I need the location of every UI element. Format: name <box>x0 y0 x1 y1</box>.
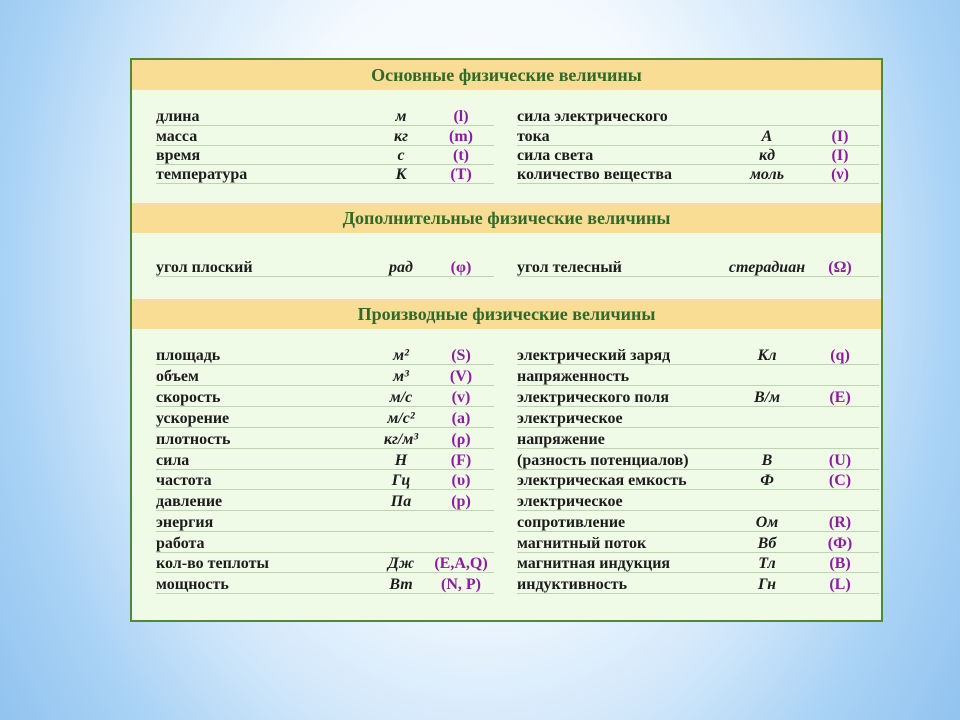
quantity-unit: кг <box>393 128 408 145</box>
table-row <box>156 471 494 491</box>
quantity-unit: К <box>395 166 407 183</box>
table-row <box>156 107 494 127</box>
table-row <box>517 534 879 554</box>
quantity-symbol: (a) <box>451 410 471 427</box>
quantity-symbol: (φ) <box>450 259 472 276</box>
quantity-name: напряженность <box>517 368 630 385</box>
table-row <box>517 430 879 450</box>
quantity-symbol: (R) <box>828 514 852 531</box>
quantity-unit: Дж <box>387 555 415 572</box>
quantity-name: тока <box>517 128 550 145</box>
table-row <box>517 146 879 166</box>
quantity-symbol: (V) <box>449 368 473 385</box>
table-row <box>156 451 494 471</box>
quantity-name: сопротивление <box>517 514 626 531</box>
quantity-name: электрическое <box>517 410 623 427</box>
quantity-symbol: (S) <box>451 347 471 364</box>
section-header-supplementary <box>132 203 881 233</box>
table-row <box>156 409 494 429</box>
quantity-unit: Ом <box>755 514 779 531</box>
table-row <box>156 146 494 166</box>
quantity-name: масса <box>156 128 198 145</box>
table-row <box>517 409 879 429</box>
section-header-derived <box>132 299 881 329</box>
quantity-unit: В <box>761 452 773 469</box>
quantity-unit: кд <box>758 147 776 164</box>
quantity-symbol: (C) <box>828 472 852 489</box>
physical-quantities-table <box>130 58 883 622</box>
quantity-unit: моль <box>749 166 785 183</box>
quantity-unit: м³ <box>393 368 409 385</box>
quantity-name: магнитная индукция <box>517 555 671 572</box>
quantity-unit: Па <box>390 493 412 510</box>
quantity-unit: м <box>395 108 407 125</box>
quantity-symbol: (L) <box>829 576 851 593</box>
quantity-symbol: (ρ) <box>451 431 471 448</box>
quantity-symbol: (E,A,Q) <box>434 555 488 572</box>
quantity-unit: В/м <box>753 389 781 406</box>
table-row <box>517 367 879 387</box>
quantity-name: количество вещества <box>517 166 672 183</box>
quantity-symbol: (ν) <box>831 166 849 183</box>
table-row <box>517 388 879 408</box>
quantity-symbol: (F) <box>450 452 472 469</box>
table-row <box>156 534 494 554</box>
table-row <box>156 575 494 595</box>
quantity-name: длина <box>156 108 200 125</box>
quantity-symbol: (p) <box>451 493 471 510</box>
quantity-name: напряжение <box>517 431 605 448</box>
quantity-name: электрическая емкость <box>517 472 687 489</box>
quantity-unit: м/с <box>389 389 413 406</box>
table-row <box>156 367 494 387</box>
quantity-unit: Вб <box>757 535 777 552</box>
quantity-symbol: (Ω) <box>828 259 852 276</box>
table-row <box>156 492 494 512</box>
quantity-name: индуктивность <box>517 576 628 593</box>
quantity-name: (разность потенциалов) <box>517 452 689 469</box>
table-row <box>517 513 879 533</box>
table-row <box>517 575 879 595</box>
table-row <box>156 513 494 533</box>
quantity-unit: Гц <box>391 472 411 489</box>
quantity-unit: м² <box>393 347 409 364</box>
quantity-name: площадь <box>156 347 221 364</box>
quantity-name: работа <box>156 535 205 552</box>
quantity-name: ускорение <box>156 410 230 427</box>
quantity-name: сила электрического <box>517 108 668 125</box>
quantity-name: объем <box>156 368 199 385</box>
quantity-unit: кг/м³ <box>383 431 419 448</box>
table-row <box>517 165 879 185</box>
quantity-name: энергия <box>156 514 214 531</box>
quantity-unit: Н <box>394 452 408 469</box>
quantity-unit: рад <box>389 259 413 276</box>
table-row <box>156 346 494 366</box>
quantity-symbol: (B) <box>829 555 851 572</box>
section-title: Производные физические величины <box>357 304 656 324</box>
quantity-name: мощность <box>156 576 229 593</box>
quantity-name: электрическое <box>517 493 623 510</box>
quantity-symbol: (υ) <box>451 472 471 489</box>
quantity-symbol: (I) <box>831 147 849 164</box>
quantity-symbol: (q) <box>830 347 850 364</box>
quantity-symbol: (E) <box>829 389 851 406</box>
quantity-symbol: (U) <box>828 452 852 469</box>
quantity-name: сила света <box>517 147 594 164</box>
table-row <box>517 346 879 366</box>
quantity-symbol: (v) <box>451 389 471 406</box>
table-row <box>156 127 494 147</box>
quantity-symbol: (t) <box>453 147 469 164</box>
quantity-unit: Ф <box>760 472 774 489</box>
quantity-name: электрического поля <box>517 389 670 406</box>
table-row <box>517 127 879 147</box>
quantity-name: давление <box>156 493 223 510</box>
quantity-name: электрический заряд <box>517 347 671 364</box>
quantity-name: угол телесный <box>517 259 622 276</box>
quantity-symbol: (Ф) <box>827 535 853 552</box>
table-row <box>517 554 879 574</box>
quantity-unit: А <box>761 128 773 145</box>
quantity-unit: Тл <box>758 555 776 572</box>
quantity-unit: Вт <box>389 576 413 593</box>
quantity-name: время <box>156 147 201 164</box>
quantity-unit: с <box>397 147 405 164</box>
quantity-symbol: (m) <box>449 128 473 145</box>
quantity-symbol: (T) <box>450 166 472 183</box>
table-row <box>156 554 494 574</box>
section-header-basic <box>132 60 881 90</box>
table-row <box>517 107 879 127</box>
quantity-symbol: (N, P) <box>441 576 481 593</box>
quantity-unit: м/с² <box>387 410 415 427</box>
quantity-name: угол плоский <box>156 259 253 276</box>
table-row <box>156 430 494 450</box>
quantity-unit: стерадиан <box>728 259 806 276</box>
table-row <box>517 471 879 491</box>
section-title: Основные физические величины <box>371 65 642 85</box>
quantity-unit: Гн <box>757 576 777 593</box>
quantity-name: магнитный поток <box>517 535 647 552</box>
table-row <box>517 492 879 512</box>
quantity-name: частота <box>156 472 212 489</box>
quantity-name: температура <box>156 166 248 183</box>
quantity-name: плотность <box>156 431 231 448</box>
table-row <box>517 451 879 471</box>
section-title: Дополнительные физические величины <box>342 208 671 228</box>
quantity-name: кол-во теплоты <box>156 555 269 572</box>
table-row <box>517 258 879 278</box>
quantity-symbol: (l) <box>453 108 469 125</box>
quantity-name: скорость <box>156 389 221 406</box>
quantity-unit: Кл <box>757 347 777 364</box>
table-row <box>156 258 494 278</box>
quantity-name: сила <box>156 452 190 469</box>
table-row <box>156 165 494 185</box>
table-row <box>156 388 494 408</box>
quantity-symbol: (I) <box>831 128 849 145</box>
